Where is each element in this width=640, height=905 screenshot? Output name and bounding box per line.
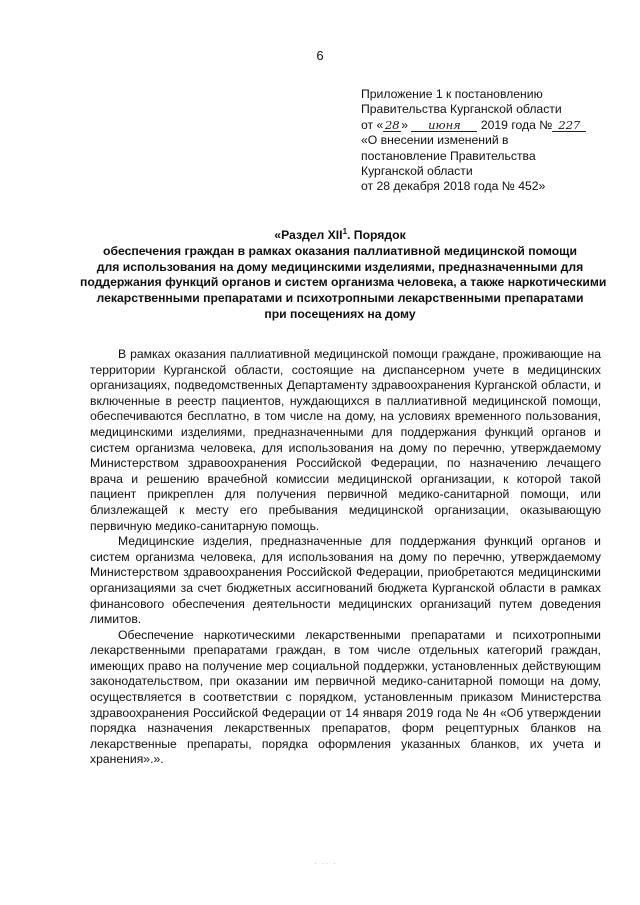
section-title-suffix: . Порядок (347, 228, 406, 243)
date-year: 2019 года № (480, 117, 553, 132)
scan-smudge: · ·· · (314, 858, 337, 868)
body-paragraph: Медицинские изделия, предназначенные для поддержания функций органов и систем организма человека, для использования на дому по перечню, утверждаемому Министерством здравоохранения Российской Федерации, приобретаются медицинскими организациями за счет бюджетных ассигнований бюджета Курганской области в рамках финансового обеспечения деятельности медицинских организаций путем доведения лимитов. (90, 534, 601, 627)
section-title (80, 224, 600, 244)
handwritten-day: 28 (384, 117, 400, 132)
appendix-line-6: Курганской области (361, 164, 473, 179)
heading-line: при посещениях на дому (264, 307, 416, 322)
appendix-line-2: Правительства Курганской области (361, 102, 562, 117)
section-heading (80, 224, 607, 323)
heading-line: поддержания функций органов и систем организма человека, а также наркотическими (80, 275, 607, 290)
appendix-date-line (361, 118, 621, 133)
heading-line: лекарственными препаратами и психотропными лекарственными препаратами (96, 291, 584, 306)
section-title-superscript: 1 (342, 227, 348, 236)
body-paragraph: В рамках оказания паллиативной медицинской помощи граждане, проживающие на территории Курганской области, состоящие на диспансерном учете в медицинских организациях, подведомственных Департаменту здравоохранения Курганской области, и включенные в реестр пациентов, нуждающихся в паллиативной медицинской помощи, обеспечиваются бесплатно, в том числе на дому, на условиях временного пользования, медицинскими изделиями, предназначенными для поддержания функций органов и систем организма человека, для использования на дому по перечню, утверждаемому Министерством здравоохранения Российской Федерации, по назначению лечащего врача и решению врачебной комиссии медицинской организации, к которой такой пациент прикреплен для получения первичной медико-санитарной помощи, или близлежащей к месту его пребывания медицинской организации, оказывающую первичную медико-санитарную помощь. (90, 347, 601, 533)
heading-line: обеспечения граждан в рамках оказания паллиативной медицинской помощи (103, 243, 577, 258)
document-body (90, 347, 601, 768)
body-paragraph: Обеспечение наркотическими лекарственными препаратами и психотропными лекарственными препаратами граждан, в том числе отдельных категорий граждан, имеющих право на получение мер социальной поддержки, установленных действующим законодательством, при оказании им первичной медико-санитарной помощи на дому, осуществляется в соответствии с порядком, установленным приказом Министерства здравоохранения Российской Федерации от 14 января 2019 года № 4н «Об утверждении порядка назначения лекарственных препаратов, форм рецептурных бланков на лекарственные препараты, порядка оформления указанных бланков, их учета и хранения».». (90, 627, 601, 767)
section-title-prefix: «Раздел XII (274, 228, 343, 243)
date-prefix: от « (361, 117, 384, 132)
date-quote-close: » (401, 117, 409, 132)
handwritten-number: 227 (552, 119, 586, 132)
handwritten-month: июня (411, 119, 477, 132)
appendix-line-7: от 28 декабря 2018 года № 452» (361, 179, 546, 194)
page-number: 6 (316, 48, 324, 63)
appendix-line-4: «О внесении изменений в (361, 133, 509, 148)
appendix-line-5: постановление Правительства (361, 148, 536, 163)
heading-line: для использования на дому медицинскими изделиями, предназначенными для (96, 259, 584, 274)
appendix-block (361, 87, 621, 195)
appendix-line-1: Приложение 1 к постановлению (361, 87, 543, 101)
